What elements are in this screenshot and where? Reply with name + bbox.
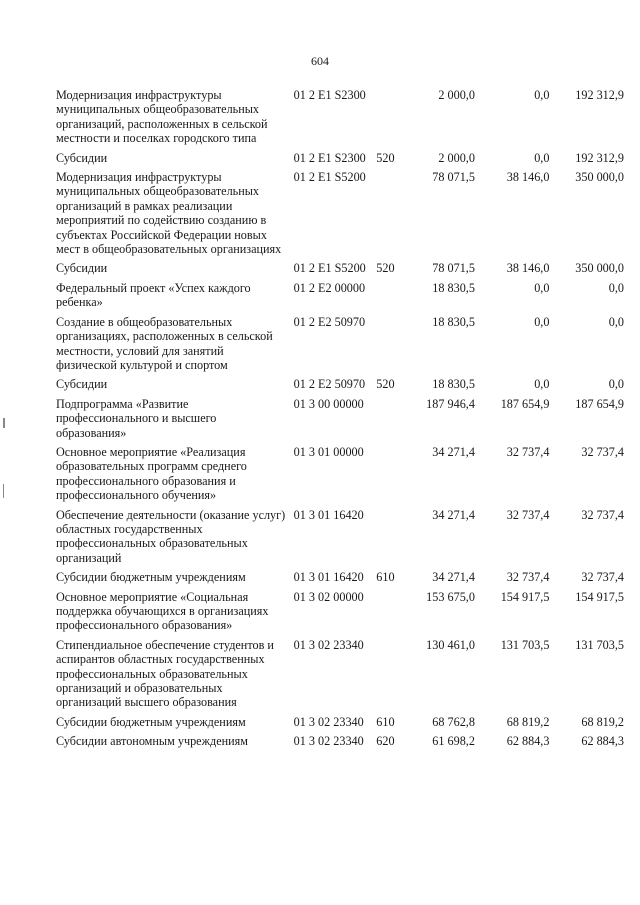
- row-expense-type: [376, 445, 400, 508]
- row-amount-1: 78 071,5: [432, 261, 475, 276]
- row-name: Субсидии бюджетным учреждениям: [56, 570, 246, 585]
- row-target-code: 01 2 E1 S5200: [293, 170, 366, 185]
- row-amount-1: 34 271,4: [432, 570, 475, 585]
- table-row: [56, 445, 624, 508]
- table-row: [56, 281, 624, 315]
- table-row: [56, 261, 624, 280]
- row-amount-1: 61 698,2: [432, 734, 475, 749]
- row-amount-3: 0,0: [608, 314, 624, 329]
- row-amount-1: 78 071,5: [432, 170, 475, 185]
- row-expense-type: 520: [376, 377, 395, 392]
- scan-artifact-mark: [3, 484, 4, 498]
- row-amount-2: 62 884,3: [506, 734, 550, 749]
- row-amount-1: 34 271,4: [432, 444, 475, 459]
- row-target-code: 01 2 E2 00000: [293, 280, 366, 295]
- row-amount-2: 131 703,5: [500, 637, 550, 652]
- row-expense-type: [376, 170, 400, 261]
- row-amount-2: 32 737,4: [506, 570, 550, 585]
- row-target-code: 01 2 E1 S2300: [293, 150, 366, 165]
- row-amount-1: 68 762,8: [432, 714, 475, 729]
- row-target-code: 01 2 E1 S2300: [293, 88, 366, 102]
- row-expense-type: [376, 590, 400, 638]
- row-amount-2: 0,0: [534, 150, 550, 165]
- row-target-code: 01 3 01 16420: [293, 507, 364, 522]
- row-amount-3: 350 000,0: [575, 170, 624, 185]
- row-amount-3: 0,0: [608, 280, 624, 295]
- row-amount-3: 131 703,5: [575, 637, 624, 652]
- row-amount-2: 32 737,4: [506, 507, 550, 522]
- table-row: [56, 508, 624, 571]
- row-name: Федеральный проект «Успех каждого ребенка»: [56, 280, 251, 310]
- row-amount-1: 130 461,0: [426, 637, 475, 652]
- row-amount-3: 32 737,4: [581, 570, 624, 585]
- row-amount-2: 187 654,9: [500, 396, 550, 411]
- table-row: [56, 715, 624, 734]
- page-number: 604: [311, 54, 329, 68]
- row-amount-3: 187 654,9: [575, 396, 624, 411]
- row-name: Субсидии: [56, 150, 108, 165]
- row-target-code: 01 3 02 00000: [293, 589, 364, 604]
- table-row: [56, 377, 624, 396]
- row-expense-type: 620: [376, 734, 395, 749]
- row-expense-type: [376, 315, 400, 378]
- row-expense-type: [376, 638, 400, 715]
- row-name: Стипендиальное обеспечение студентов и аспирантов областных государственных профессиональных образовательных организаций и образовательных организаций высшего образования: [56, 637, 274, 710]
- row-name: Субсидии: [56, 261, 108, 276]
- row-target-code: 01 3 02 23340: [293, 714, 364, 729]
- row-target-code: 01 3 01 16420: [293, 570, 364, 585]
- row-amount-2: 32 737,4: [506, 444, 550, 459]
- row-amount-1: 2 000,0: [438, 88, 475, 102]
- row-expense-type: [376, 281, 400, 315]
- row-amount-1: 187 946,4: [426, 396, 475, 411]
- row-amount-2: 68 819,2: [506, 714, 550, 729]
- row-amount-2: 38 146,0: [506, 261, 550, 276]
- table-row: [56, 151, 624, 170]
- table-row: [56, 590, 624, 638]
- scan-artifact-mark: [3, 418, 5, 428]
- row-amount-2: 0,0: [534, 88, 550, 102]
- row-name: Субсидии автономным учреждениям: [56, 734, 248, 749]
- row-expense-type: 610: [376, 570, 395, 585]
- row-name: Подпрограмма «Развитие профессионального и высшего образования»: [56, 396, 217, 440]
- table-row: [56, 734, 624, 753]
- row-expense-type: [376, 508, 400, 571]
- row-target-code: 01 2 E2 50970: [293, 314, 366, 329]
- row-expense-type: [376, 88, 400, 151]
- row-target-code: 01 3 02 23340: [293, 637, 364, 652]
- row-name: Основное мероприятие «Реализация образовательных программ среднего профессионального образования и профессионального обучения»: [56, 444, 247, 503]
- row-amount-3: 192 312,9: [575, 88, 624, 102]
- row-expense-type: 520: [376, 150, 395, 165]
- budget-table: [56, 88, 624, 754]
- row-name: Модернизация инфраструктуры муниципальных общеобразовательных организаций, расположенных в сельской местности и поселках городского типа: [56, 88, 268, 146]
- row-amount-2: 38 146,0: [506, 170, 550, 185]
- table-row: [56, 397, 624, 445]
- row-amount-3: 62 884,3: [581, 734, 624, 749]
- row-name: Субсидии бюджетным учреждениям: [56, 714, 246, 729]
- table-row: [56, 315, 624, 378]
- row-target-code: 01 3 00 00000: [293, 396, 364, 411]
- row-expense-type: 520: [376, 261, 395, 276]
- row-target-code: 01 2 E1 S5200: [293, 261, 366, 276]
- row-amount-3: 0,0: [608, 377, 624, 392]
- row-expense-type: [376, 397, 400, 445]
- row-amount-3: 350 000,0: [575, 261, 624, 276]
- row-amount-3: 192 312,9: [575, 150, 624, 165]
- row-name: Субсидии: [56, 377, 108, 392]
- row-name: Создание в общеобразовательных организациях, расположенных в сельской местности, условий для занятий физической культурой и спортом: [56, 314, 273, 372]
- row-amount-1: 34 271,4: [432, 507, 475, 522]
- row-amount-2: 0,0: [534, 377, 550, 392]
- row-amount-2: 154 917,5: [500, 589, 550, 604]
- row-target-code: 01 2 E2 50970: [293, 377, 366, 392]
- row-amount-1: 153 675,0: [426, 589, 475, 604]
- row-target-code: 01 3 01 00000: [293, 444, 364, 459]
- row-amount-1: 18 830,5: [432, 377, 475, 392]
- row-amount-2: 0,0: [534, 314, 550, 329]
- table-row: [56, 88, 624, 151]
- row-amount-3: 32 737,4: [581, 444, 624, 459]
- table-row: [56, 638, 624, 715]
- row-target-code: 01 3 02 23340: [293, 734, 364, 749]
- row-amount-3: 32 737,4: [581, 507, 624, 522]
- budget-table-body: [56, 88, 624, 754]
- table-row: [56, 570, 624, 589]
- row-amount-1: 18 830,5: [432, 314, 475, 329]
- row-amount-3: 68 819,2: [581, 714, 624, 729]
- row-amount-1: 18 830,5: [432, 280, 475, 295]
- row-name: Основное мероприятие «Социальная поддержка обучающихся в организациях профессионального образования»: [56, 589, 269, 633]
- row-amount-2: 0,0: [534, 280, 550, 295]
- row-name: Модернизация инфраструктуры муниципальных общеобразовательных организаций в рамках реализации мероприятий по содействию созданию в субъектах Российской Федерации новых мест в общеобразовательных организациях: [56, 170, 282, 257]
- row-amount-3: 154 917,5: [575, 589, 624, 604]
- row-name: Обеспечение деятельности (оказание услуг) областных государственных профессиональных образовательных организаций: [56, 507, 286, 565]
- row-expense-type: 610: [376, 714, 395, 729]
- row-amount-1: 2 000,0: [438, 150, 475, 165]
- table-row: [56, 170, 624, 261]
